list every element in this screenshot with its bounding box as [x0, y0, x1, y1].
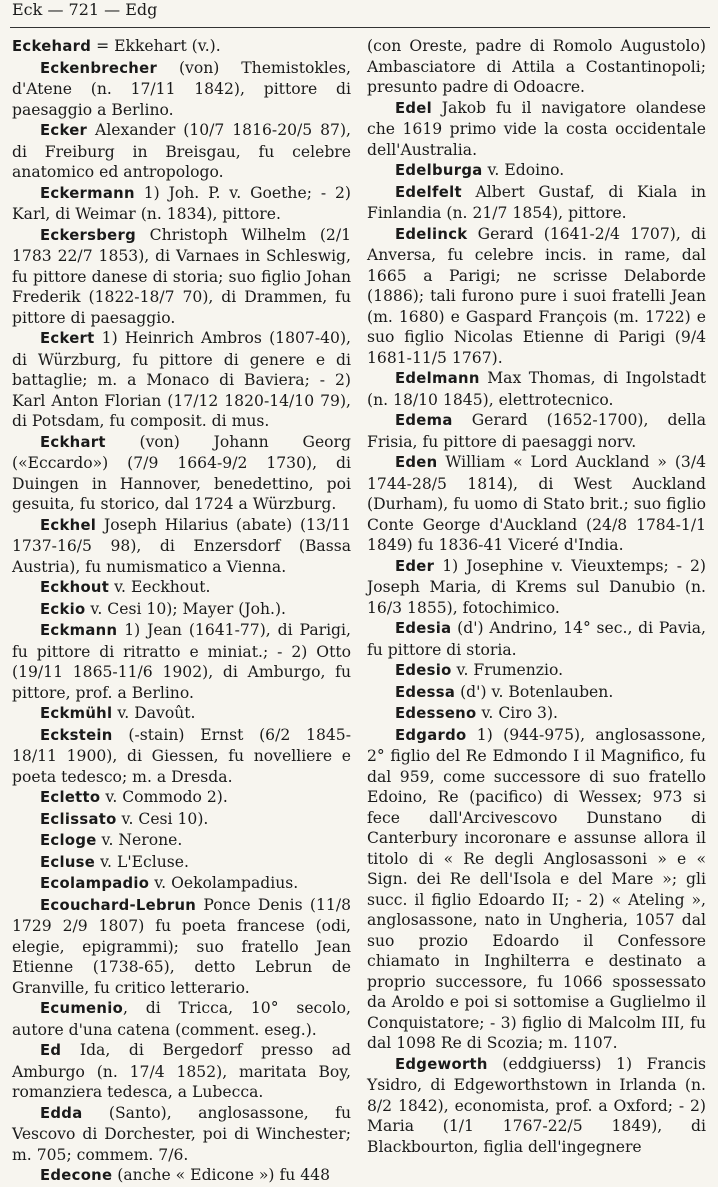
entry-text: 1) (944-975), anglosassone, 2° figlio del Re Edmondo I il Magnifico, fu dal 959, come successore di suo fratello Edoino, Re (pacifico) di Wessex; 973 si fece dall'Arcivescovo Dunstano di Canterbury incoronare e assunse allora il titolo di « Re degli Anglosassoni » e « Sign. dei Re dell'Isola e del Mare »; gli succ. il figlio Edoardo II; - 2) « Ateling », anglosassone, nato in Ungheria, 1057 dal suo prozio Edoardo il Confessore chiamato in Inghilterra e destinato a proprio successore, fu 1066 spossessato da Aroldo e poi si sottomise a Guglielmo il Conquistatore; - 3) figlio di Malcolm III, fu dal 1098 Re di Scozia; m. 1107. — [367, 725, 706, 1052]
dictionary-entry — [12, 620, 351, 703]
entry-headword: Eckermann — [40, 184, 135, 202]
dictionary-entry — [367, 452, 706, 556]
dictionary-entry — [12, 1165, 351, 1187]
entry-headword: Edelmann — [395, 370, 480, 387]
dictionary-entry — [367, 98, 706, 161]
entry-headword: Edda — [40, 1104, 83, 1122]
entry-text: v. Davoût. — [112, 704, 196, 722]
entry-text: William « Lord Auckland » (3/4 1744-28/5 1814), di West Auckland (Durham), fu uomo di Stato brit.; suo figlio Conte George d'Auckland (24/8 1784-1/1 1849) fu 1836-41 Viceré d'India. — [367, 453, 706, 554]
dictionary-entry — [367, 368, 706, 410]
dictionary-entry — [367, 1054, 706, 1158]
entry-text: Christoph Wilhelm (2/1 1783 22/7 1853), di Varnaes in Schleswig, fu pittore danese di storia; suo figlio Johan Frederik (1822-18/7 70), di Drammen, fu pittore di paesaggio. — [12, 225, 351, 327]
entry-text: (anche « Edicone ») fu 448 — [112, 1166, 331, 1184]
dictionary-entry — [367, 703, 706, 725]
entry-text: (con Oreste, padre di Romolo Augustolo) Ambasciatore di Attila a Costantinopoli; presunto padre di Odoacre. — [367, 37, 706, 96]
entry-headword: Edessa — [395, 683, 456, 701]
entry-headword: Eckmühl — [40, 705, 113, 722]
entry-text: = Ekkehart (v.). — [91, 37, 221, 55]
dictionary-entry — [12, 432, 351, 515]
dictionary-entry — [12, 1103, 351, 1166]
entry-text: v. Eeckhout. — [109, 578, 211, 596]
entry-headword: Edesio — [395, 662, 452, 679]
entry-headword: Eclissato — [40, 810, 117, 828]
entry-text: v. Edoino. — [482, 161, 565, 179]
entry-text: , di Tricca, 10° secolo, autore d'una catena (comment. eseg.). — [12, 999, 351, 1039]
dictionary-entry — [367, 36, 706, 98]
entry-text: 1) Jean (1641-77), di Parigi, fu pittore di ritratto e miniat.; - 2) Otto (19/11 1865-11/6 1902), di Amburgo, fu pittore, prof. a Berlino. — [12, 621, 351, 702]
entry-text: Max Thomas, di Ingolstadt (n. 18/10 1845), elettrotecnico. — [367, 369, 706, 409]
entry-headword: Eckenbrecher — [40, 59, 158, 77]
dictionary-entry — [367, 682, 706, 704]
entry-text: v. Ciro 3). — [476, 704, 559, 722]
entry-text: 1) Josephine v. Vieuxtemps; - 2) Joseph Maria, di Krems sul Danubio (n. 16/3 1855), fotochimico. — [367, 556, 706, 617]
entry-headword: Eckmann — [40, 622, 118, 639]
dictionary-entry — [12, 328, 351, 432]
entry-headword: Edgeworth — [395, 1055, 488, 1073]
entry-text: (d') v. Botenlauben. — [455, 682, 614, 701]
entry-headword: Edecone — [40, 1167, 113, 1184]
dictionary-entry — [367, 725, 706, 1054]
right-column — [367, 36, 706, 1187]
dictionary-entry — [12, 895, 351, 999]
entry-headword: Edema — [395, 412, 453, 429]
dictionary-entry — [367, 410, 706, 452]
dictionary-entry — [12, 873, 351, 895]
entry-text: (von) Johann Georg («Eccardo») (7/9 1664-9/2 1730), di Duingen in Hannover, benedettino, poi gesuita, fu storico, dal 1724 a Würzburg. — [12, 432, 351, 513]
dictionary-entry — [12, 852, 351, 874]
entry-text: Joseph Hilarius (abate) (13/11 1737-16/5 98), di Enzersdorf (Bassa Austria), fu numismatico a Vienna. — [12, 515, 351, 576]
dictionary-entry — [367, 182, 706, 224]
header-rule — [10, 27, 710, 28]
dictionary-entry — [12, 183, 351, 225]
entry-headword: Eckstein — [40, 726, 113, 744]
dictionary-entry — [367, 556, 706, 619]
entry-text: Ponce Denis (11/8 1729 2/9 1807) fu poeta francese (odi, elegie, epigrammi); suo fratello Jean Etienne (1738-65), detto Lebrun de Granville, fu critico letterario. — [12, 895, 351, 997]
entry-headword: Ecolampadio — [40, 875, 150, 892]
entry-headword: Ecloge — [40, 832, 97, 849]
dictionary-entry — [12, 703, 351, 725]
entry-headword: Eckert — [40, 330, 95, 347]
entry-text: (d') Andrino, 14° sec., di Pavia, fu pittore di storia. — [367, 619, 706, 659]
entry-headword: Ecumenio — [40, 1000, 124, 1017]
page-number: — 721 — — [47, 0, 121, 19]
left-column — [12, 36, 351, 1187]
running-header — [12, 0, 708, 19]
entry-headword: Ecker — [40, 122, 88, 139]
dictionary-entry — [12, 36, 351, 58]
header-right-guideword: Edg — [125, 0, 158, 19]
entry-text: (eddgiuerss) 1) Francis Ysidro, di Edgeworthstown in Irlanda (n. 8/2 1842), economista, prof. a Oxford; - 2) Maria (1/1 1767-22/5 1849), di Blackbourton, figlia dell'ingegnere — [367, 1054, 706, 1156]
entry-headword: Edel — [395, 99, 433, 117]
entry-headword: Ed — [40, 1042, 62, 1059]
entry-headword: Edesseno — [395, 705, 477, 722]
entry-text: (von) Themistokles, d'Atene (n. 17/11 1842), pittore di paesaggio a Berlino. — [12, 58, 351, 119]
entry-headword: Edesia — [395, 620, 452, 637]
entry-headword: Edelburga — [395, 162, 483, 179]
dictionary-entry — [12, 1040, 351, 1103]
entry-headword: Eckersberg — [40, 226, 136, 244]
entry-headword: Ecletto — [40, 789, 101, 806]
entry-text: v. L'Ecluse. — [95, 852, 189, 871]
entry-text: Albert Gustaf, di Kiala in Finlandia (n. 21/7 1854), pittore. — [367, 182, 706, 222]
dictionary-entry — [12, 225, 351, 329]
dictionary-entry — [367, 160, 706, 182]
entry-text: v. Oekolampadius. — [149, 874, 299, 892]
entry-text: v. Cesi 10); Mayer (Joh.). — [85, 599, 287, 618]
entry-headword: Eden — [395, 454, 438, 471]
entry-text: 1) Joh. P. v. Goethe; - 2) Karl, di Weimar (n. 1834), pittore. — [12, 183, 351, 223]
dictionary-entry — [367, 660, 706, 682]
dictionary-entry — [12, 577, 351, 599]
entry-text: v. Frumenzio. — [451, 661, 564, 679]
entry-text: Gerard (1652-1700), della Frisia, fu pittore di paesaggi norv. — [367, 411, 706, 451]
dictionary-entry — [12, 120, 351, 183]
dictionary-entry — [367, 224, 706, 369]
entry-text: v. Cesi 10). — [116, 809, 209, 828]
entry-headword: Edelfelt — [395, 183, 462, 201]
entry-text: Alexander (10/7 1816-20/5 87), di Freiburg in Breisgau, fu celebre anatomico ed antropologo. — [12, 121, 351, 181]
entry-text: 1) Heinrich Ambros (1807-40), di Würzburg, fu pittore di genere e di battaglie; m. a Monaco di Baviera; - 2) Karl Anton Florian (17/12 1820-14/10 79), di Potsdam, fu composit. di mus. — [12, 329, 351, 430]
dictionary-entry — [12, 515, 351, 578]
entry-headword: Ecouchard-Lebrun — [40, 896, 197, 914]
dictionary-entry — [12, 58, 351, 121]
entry-headword: Eder — [395, 557, 435, 575]
entry-headword: Edelinck — [395, 225, 468, 243]
dictionary-entry — [12, 809, 351, 831]
dictionary-entry — [12, 830, 351, 852]
entry-text: Jakob fu il navigatore olandese che 1619 primo vide la costa occidentale dell'Australia. — [367, 98, 706, 159]
entry-headword: Eckhart — [40, 433, 106, 451]
entry-text: Ida, di Bergedorf presso ad Amburgo (n. 17/4 1852), maritata Boy, romanziera tedesca, a Lubecca. — [12, 1041, 351, 1101]
dictionary-entry — [12, 599, 351, 621]
entry-headword: Edgardo — [395, 726, 467, 744]
header-left-guideword: Eck — [12, 0, 43, 19]
dictionary-entry — [367, 618, 706, 660]
dictionary-entry — [12, 787, 351, 809]
entry-headword: Ecluse — [40, 853, 96, 871]
entry-headword: Eckehard — [12, 38, 92, 55]
entry-text: Gerard (1641-2/4 1707), di Anversa, fu celebre incis. in rame, dal 1665 a Parigi; ne scrisse Delaborde (1886); tali furono pure i suoi fratelli Jean (m. 1680) e Gaspard François (m. 1722) e suo figlio Nicolas Etienne di Parigi (9/4 1681-11/5 1767). — [367, 224, 706, 367]
entry-headword: Eckhel — [40, 516, 97, 534]
entry-text: (-stain) Ernst (6/2 1845-18/11 1900), di Giessen, fu novelliere e poeta tedesco; m. a Dresda. — [12, 725, 351, 786]
entry-text: v. Commodo 2). — [100, 788, 228, 806]
two-column-body — [12, 36, 708, 1187]
entry-headword: Eckhout — [40, 579, 110, 596]
dictionary-entry — [12, 725, 351, 788]
dictionary-entry — [12, 998, 351, 1040]
entry-text: (Santo), anglosassone, fu Vescovo di Dorchester, poi di Winchester; m. 705; commem. 7/6. — [12, 1103, 351, 1164]
entry-text: v. Nerone. — [96, 831, 183, 849]
entry-headword: Eckio — [40, 600, 86, 618]
